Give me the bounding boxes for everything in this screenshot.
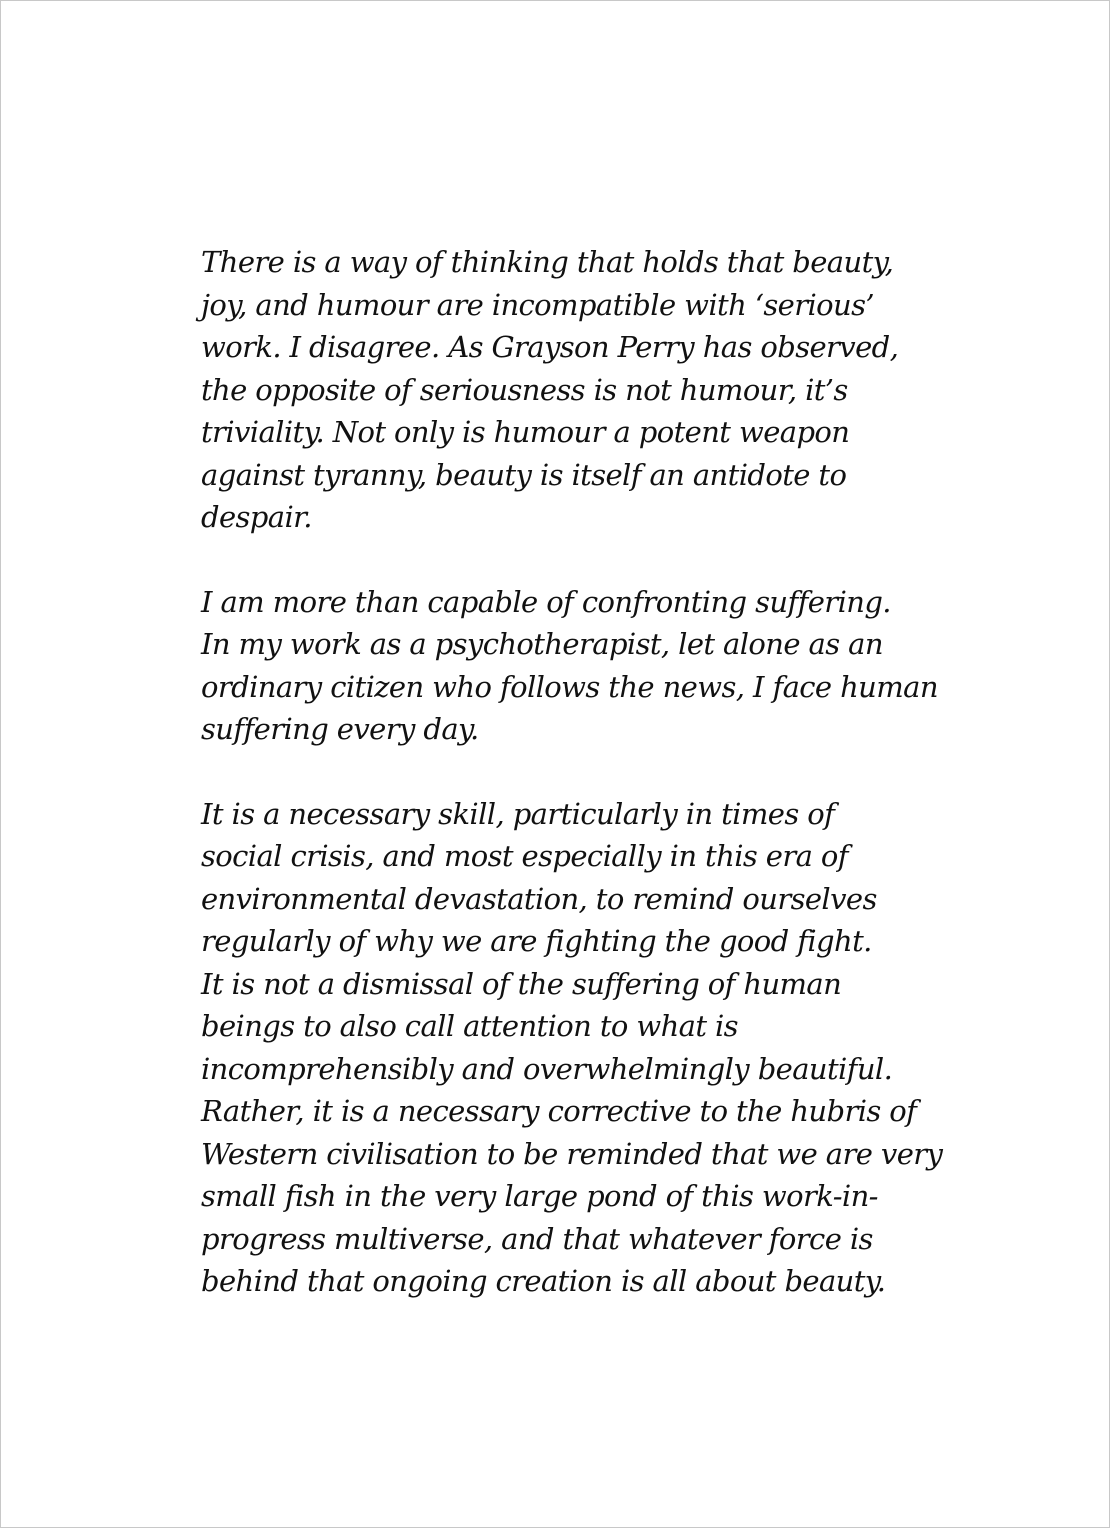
text-line: behind that ongoing creation is all about beauty. [201,1264,886,1298]
text-line: incomprehensibly and overwhelmingly beautiful. [201,1051,893,1086]
text-line: work. I disagree. As Grayson Perry has observed, [201,330,899,364]
paragraph-3 [201,793,941,1303]
text-line: despair. [201,500,312,534]
text-line: In my work as a psychotherapist, let alone as an [201,627,883,661]
text-line: It is not a dismissal of the suffering of human [201,966,842,1001]
text-line: beings to also call attention to what is [201,1009,738,1043]
text-line: Western civilisation to be reminded that we are very [201,1136,943,1171]
text-line: regularly of why we are fighting the good fight. [201,924,872,958]
text-line: progress multiverse, and that whatever force is [201,1221,873,1256]
paragraph-1 [201,241,941,539]
paragraph-2 [201,581,941,751]
text-line: the opposite of seriousness is not humour, it’s [201,372,848,407]
text-line: I am more than capable of confronting suffering. [201,584,891,619]
text-line: social crisis, and most especially in this era of [201,839,848,873]
text-line: joy, and humour are incompatible with ‘serious’ [201,287,875,322]
text-line: against tyranny, beauty is itself an antidote to [201,457,847,492]
text-line: small fish in the very large pond of this work-in- [201,1179,878,1213]
text-line: Rather, it is a necessary corrective to the hubris of [201,1094,917,1128]
text-line: triviality. Not only is humour a potent weapon [201,415,850,449]
body-text [201,241,941,1345]
text-line: suffering every day. [201,712,479,746]
text-line: It is a necessary skill, particularly in times of [201,796,835,831]
text-line: environmental devastation, to remind ourselves [201,881,877,916]
text-line: There is a way of thinking that holds that beauty, [201,245,894,279]
text-line: ordinary citizen who follows the news, I face human [201,669,938,704]
